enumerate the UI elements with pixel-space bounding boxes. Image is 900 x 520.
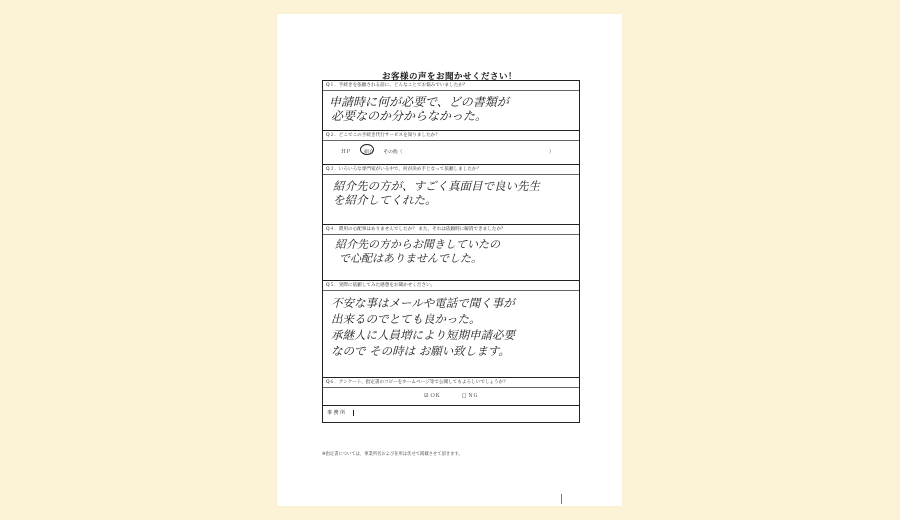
q3-answer-line-2: を紹介してくれた。	[333, 193, 437, 207]
q6-ok-checkbox[interactable]: ☑ ＯＫ	[424, 393, 441, 399]
q5-question: Q５．実際に依頼してみた感想をお聞かせください。	[323, 281, 579, 291]
survey-form	[322, 80, 580, 423]
selected-circle-mark	[360, 144, 374, 155]
footnote: ※指定書については、事業所名および住所は伏せて掲載させて頂きます。	[322, 452, 463, 457]
q6-choices	[323, 388, 579, 402]
q1-question: Q１．手続きを依頼される前に、どんなことでお悩みでいましたか？	[323, 81, 579, 91]
q2-question: Q２．どこでこの手続き代行サービスを知りましたか？	[323, 131, 579, 141]
office-label: 事 務 所	[327, 410, 354, 416]
q6-section	[323, 378, 579, 406]
q5-answer	[323, 291, 579, 359]
q1-section	[323, 81, 579, 131]
q3-section	[323, 165, 579, 225]
survey-title: お客様の声をお聞かせください！	[381, 72, 517, 82]
q3-question: Q３．いろいろな専門家がいる中で、何が決め手となって依頼しましたか？	[323, 165, 579, 175]
survey-sheet	[277, 14, 622, 506]
q3-answer	[323, 175, 579, 207]
q5-answer-line-4: なので その時は お願い致します。	[331, 344, 510, 358]
q1-answer-line-2: 必要なのか分からなかった。	[331, 109, 488, 123]
q2-option-intro: 紹介	[364, 150, 374, 155]
q4-answer	[323, 235, 579, 266]
q5-answer-line-2: 出来るのでとても良かった。	[331, 312, 481, 326]
q1-answer	[323, 91, 579, 123]
q5-answer-line-3: 承継人に人員増により短期申請必要	[331, 328, 515, 342]
q5-answer-line-1: 不安な事はメールや電話で聞く事が	[331, 296, 515, 310]
q2-section	[323, 131, 579, 165]
office-row	[323, 406, 579, 420]
q5-section	[323, 281, 579, 378]
q4-section	[323, 225, 579, 281]
scan-mark	[561, 494, 562, 504]
q2-option-hp: ＨＰ	[341, 150, 351, 155]
q4-answer-line-1: 紹介先の方からお聞きしていたの	[335, 238, 500, 251]
q6-question: Q６．アンケート、指定書のコピーをホームページ等で公開してもよろしいでしょうか？	[323, 378, 579, 388]
q3-answer-line-1: 紹介先の方が、すごく真面目で良い先生	[333, 179, 540, 193]
q2-options	[323, 141, 579, 155]
q4-answer-line-2: で心配はありませんでした。	[339, 252, 482, 265]
q6-ng-checkbox[interactable]: □ ＮＧ	[461, 393, 478, 399]
q2-close-paren: ）	[549, 150, 554, 155]
q4-question: Q４．費用の心配事はありませんでしたか？ また、それは依頼時に解消できましたか？	[323, 225, 579, 235]
q1-answer-line-1: 申請時に何が必要で、どの書類が	[329, 95, 509, 109]
q2-option-other: その他（	[383, 150, 403, 155]
office-section	[323, 406, 579, 422]
